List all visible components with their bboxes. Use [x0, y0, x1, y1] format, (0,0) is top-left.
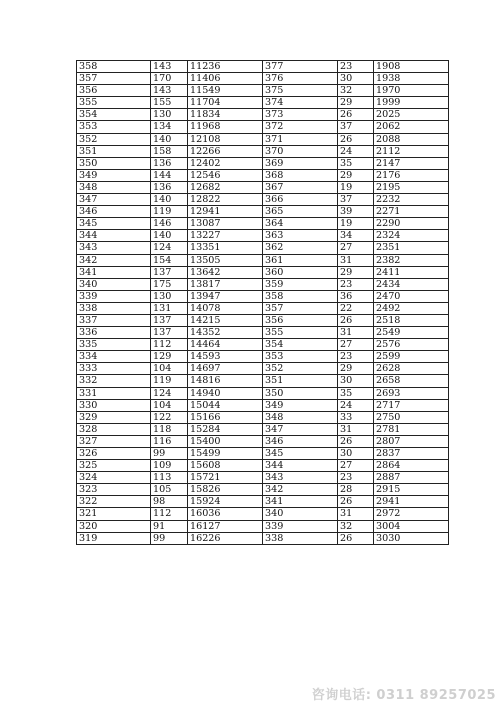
table-cell: 140 — [151, 194, 188, 206]
table-cell: 2518 — [374, 314, 449, 326]
table-cell: 325 — [77, 460, 151, 472]
table-cell: 2658 — [374, 375, 449, 387]
table-cell: 39 — [338, 206, 374, 218]
table-cell: 364 — [263, 218, 338, 230]
table-cell: 30 — [338, 448, 374, 460]
table-cell: 344 — [263, 460, 338, 472]
table-row — [77, 472, 449, 484]
table-cell: 130 — [151, 109, 188, 121]
table-row — [77, 520, 449, 532]
table-cell: 30 — [338, 73, 374, 85]
score-distribution-table — [76, 60, 449, 545]
table-cell: 2112 — [374, 145, 449, 157]
table-cell: 338 — [263, 532, 338, 544]
table-cell: 2176 — [374, 169, 449, 181]
table-cell: 98 — [151, 496, 188, 508]
table-row — [77, 194, 449, 206]
table-cell: 15499 — [188, 448, 263, 460]
table-cell: 346 — [77, 206, 151, 218]
table-cell: 359 — [263, 278, 338, 290]
table-cell: 136 — [151, 157, 188, 169]
table-cell: 13351 — [188, 242, 263, 254]
table-cell: 122 — [151, 411, 188, 423]
table-cell: 12941 — [188, 206, 263, 218]
table-cell: 14078 — [188, 302, 263, 314]
table-cell: 2972 — [374, 508, 449, 520]
table-cell: 143 — [151, 85, 188, 97]
table-row — [77, 121, 449, 133]
table-cell: 119 — [151, 206, 188, 218]
table-body — [77, 61, 449, 545]
table-cell: 319 — [77, 532, 151, 544]
table-cell: 30 — [338, 375, 374, 387]
table-cell: 116 — [151, 435, 188, 447]
table-cell: 2470 — [374, 290, 449, 302]
table-cell: 34 — [338, 230, 374, 242]
table-cell: 355 — [77, 97, 151, 109]
table-cell: 24 — [338, 399, 374, 411]
table-cell: 352 — [77, 133, 151, 145]
table-cell: 324 — [77, 472, 151, 484]
table-cell: 1999 — [374, 97, 449, 109]
table-cell: 326 — [77, 448, 151, 460]
table-cell: 320 — [77, 520, 151, 532]
table-cell: 37 — [338, 194, 374, 206]
table-cell: 358 — [263, 290, 338, 302]
table-cell: 99 — [151, 448, 188, 460]
table-cell: 353 — [77, 121, 151, 133]
table-cell: 99 — [151, 532, 188, 544]
table-cell: 362 — [263, 242, 338, 254]
table-cell: 104 — [151, 363, 188, 375]
table-row — [77, 302, 449, 314]
table-cell: 118 — [151, 423, 188, 435]
table-cell: 348 — [263, 411, 338, 423]
table-cell: 2088 — [374, 133, 449, 145]
table-cell: 372 — [263, 121, 338, 133]
table-cell: 2324 — [374, 230, 449, 242]
table-cell: 361 — [263, 254, 338, 266]
table-cell: 2693 — [374, 387, 449, 399]
table-cell: 31 — [338, 254, 374, 266]
table-cell: 37 — [338, 121, 374, 133]
table-cell: 13087 — [188, 218, 263, 230]
table-cell: 14816 — [188, 375, 263, 387]
table-cell: 143 — [151, 61, 188, 73]
table-cell: 12682 — [188, 181, 263, 193]
table-cell: 363 — [263, 230, 338, 242]
table-cell: 330 — [77, 399, 151, 411]
table-cell: 13947 — [188, 290, 263, 302]
table-cell: 170 — [151, 73, 188, 85]
table-cell: 340 — [263, 508, 338, 520]
table-cell: 327 — [77, 435, 151, 447]
table-cell: 27 — [338, 339, 374, 351]
table-cell: 329 — [77, 411, 151, 423]
table-cell: 355 — [263, 327, 338, 339]
table-cell: 345 — [263, 448, 338, 460]
table-cell: 1938 — [374, 73, 449, 85]
table-cell: 2576 — [374, 339, 449, 351]
table-cell: 2492 — [374, 302, 449, 314]
table-cell: 15400 — [188, 435, 263, 447]
table-cell: 367 — [263, 181, 338, 193]
table-cell: 323 — [77, 484, 151, 496]
table-cell: 129 — [151, 351, 188, 363]
table-cell: 369 — [263, 157, 338, 169]
table-row — [77, 508, 449, 520]
table-cell: 370 — [263, 145, 338, 157]
table-cell: 2837 — [374, 448, 449, 460]
table-cell: 3030 — [374, 532, 449, 544]
table-cell: 2915 — [374, 484, 449, 496]
table-cell: 2351 — [374, 242, 449, 254]
table-row — [77, 109, 449, 121]
table-cell: 11236 — [188, 61, 263, 73]
table-cell: 113 — [151, 472, 188, 484]
table-cell: 16036 — [188, 508, 263, 520]
table-cell: 28 — [338, 484, 374, 496]
table-cell: 105 — [151, 484, 188, 496]
table-cell: 339 — [77, 290, 151, 302]
table-row — [77, 532, 449, 544]
table-cell: 31 — [338, 423, 374, 435]
table-cell: 12108 — [188, 133, 263, 145]
table-cell: 14697 — [188, 363, 263, 375]
table-row — [77, 278, 449, 290]
table-cell: 342 — [263, 484, 338, 496]
table-cell: 14940 — [188, 387, 263, 399]
table-cell: 36 — [338, 290, 374, 302]
table-cell: 345 — [77, 218, 151, 230]
table-cell: 14593 — [188, 351, 263, 363]
table-cell: 2290 — [374, 218, 449, 230]
table-cell: 340 — [77, 278, 151, 290]
table-cell: 349 — [263, 399, 338, 411]
table-cell: 140 — [151, 230, 188, 242]
table-cell: 27 — [338, 460, 374, 472]
table-cell: 365 — [263, 206, 338, 218]
table-cell: 354 — [263, 339, 338, 351]
table-cell: 3004 — [374, 520, 449, 532]
table-cell: 23 — [338, 472, 374, 484]
table-cell: 15826 — [188, 484, 263, 496]
table-cell: 351 — [263, 375, 338, 387]
table-cell: 15924 — [188, 496, 263, 508]
table-cell: 2717 — [374, 399, 449, 411]
table-row — [77, 448, 449, 460]
table-cell: 373 — [263, 109, 338, 121]
table-cell: 351 — [77, 145, 151, 157]
table-row — [77, 206, 449, 218]
table-cell: 12822 — [188, 194, 263, 206]
table-cell: 15284 — [188, 423, 263, 435]
table-cell: 322 — [77, 496, 151, 508]
table-cell: 375 — [263, 85, 338, 97]
table-cell: 137 — [151, 266, 188, 278]
table-cell: 26 — [338, 314, 374, 326]
table-row — [77, 387, 449, 399]
table-cell: 14352 — [188, 327, 263, 339]
table-cell: 1970 — [374, 85, 449, 97]
table-cell: 377 — [263, 61, 338, 73]
table-row — [77, 435, 449, 447]
table-cell: 2864 — [374, 460, 449, 472]
table-cell: 331 — [77, 387, 151, 399]
table-cell: 352 — [263, 363, 338, 375]
table-cell: 154 — [151, 254, 188, 266]
table-cell: 2781 — [374, 423, 449, 435]
table-cell: 2887 — [374, 472, 449, 484]
table-cell: 29 — [338, 266, 374, 278]
table-cell: 341 — [77, 266, 151, 278]
table-cell: 119 — [151, 375, 188, 387]
table-cell: 321 — [77, 508, 151, 520]
table-cell: 1908 — [374, 61, 449, 73]
table-row — [77, 169, 449, 181]
table-cell: 2411 — [374, 266, 449, 278]
table-cell: 19 — [338, 218, 374, 230]
table-row — [77, 133, 449, 145]
table-cell: 19 — [338, 181, 374, 193]
table-cell: 343 — [77, 242, 151, 254]
table-cell: 31 — [338, 508, 374, 520]
table-cell: 339 — [263, 520, 338, 532]
table-row — [77, 411, 449, 423]
table-cell: 357 — [77, 73, 151, 85]
table-cell: 35 — [338, 387, 374, 399]
table-row — [77, 97, 449, 109]
table-cell: 15044 — [188, 399, 263, 411]
table-row — [77, 230, 449, 242]
table-cell: 374 — [263, 97, 338, 109]
table-cell: 137 — [151, 314, 188, 326]
table-row — [77, 266, 449, 278]
table-cell: 13642 — [188, 266, 263, 278]
table-cell: 16127 — [188, 520, 263, 532]
table-row — [77, 61, 449, 73]
table-row — [77, 85, 449, 97]
table-row — [77, 339, 449, 351]
table-cell: 333 — [77, 363, 151, 375]
table-row — [77, 290, 449, 302]
table-cell: 109 — [151, 460, 188, 472]
table-cell: 2807 — [374, 435, 449, 447]
table-cell: 358 — [77, 61, 151, 73]
table-cell: 11406 — [188, 73, 263, 85]
table-cell: 146 — [151, 218, 188, 230]
table-cell: 354 — [77, 109, 151, 121]
table-cell: 344 — [77, 230, 151, 242]
table-cell: 2025 — [374, 109, 449, 121]
contact-phone-watermark: 咨询电话: 0311 89257025 — [311, 688, 496, 703]
table-row — [77, 254, 449, 266]
table-row — [77, 181, 449, 193]
table-row — [77, 218, 449, 230]
table-cell: 14215 — [188, 314, 263, 326]
table-cell: 29 — [338, 97, 374, 109]
table-cell: 33 — [338, 411, 374, 423]
table-row — [77, 314, 449, 326]
table-cell: 124 — [151, 242, 188, 254]
table-cell: 332 — [77, 375, 151, 387]
table-cell: 356 — [77, 85, 151, 97]
table-cell: 2232 — [374, 194, 449, 206]
table-cell: 15721 — [188, 472, 263, 484]
table-cell: 131 — [151, 302, 188, 314]
table-row — [77, 363, 449, 375]
table-row — [77, 423, 449, 435]
table-cell: 371 — [263, 133, 338, 145]
table-cell: 32 — [338, 85, 374, 97]
table-cell: 29 — [338, 363, 374, 375]
table-row — [77, 73, 449, 85]
table-cell: 32 — [338, 520, 374, 532]
table-cell: 15608 — [188, 460, 263, 472]
table-cell: 2941 — [374, 496, 449, 508]
table-cell: 22 — [338, 302, 374, 314]
table-row — [77, 242, 449, 254]
table-cell: 104 — [151, 399, 188, 411]
table-cell: 112 — [151, 508, 188, 520]
table-cell: 335 — [77, 339, 151, 351]
table-cell: 29 — [338, 169, 374, 181]
table-cell: 11968 — [188, 121, 263, 133]
table-cell: 91 — [151, 520, 188, 532]
table-cell: 341 — [263, 496, 338, 508]
table-cell: 2750 — [374, 411, 449, 423]
table-cell: 337 — [77, 314, 151, 326]
table-cell: 328 — [77, 423, 151, 435]
table-row — [77, 145, 449, 157]
table-cell: 11834 — [188, 109, 263, 121]
table-cell: 336 — [77, 327, 151, 339]
table-cell: 376 — [263, 73, 338, 85]
table-cell: 12402 — [188, 157, 263, 169]
table-cell: 334 — [77, 351, 151, 363]
table-cell: 11704 — [188, 97, 263, 109]
table-cell: 124 — [151, 387, 188, 399]
table-cell: 350 — [77, 157, 151, 169]
table-cell: 26 — [338, 109, 374, 121]
table-cell: 366 — [263, 194, 338, 206]
table-cell: 26 — [338, 496, 374, 508]
table-cell: 368 — [263, 169, 338, 181]
table-cell: 26 — [338, 435, 374, 447]
table-cell: 140 — [151, 133, 188, 145]
table-cell: 348 — [77, 181, 151, 193]
table-cell: 23 — [338, 61, 374, 73]
table-cell: 12266 — [188, 145, 263, 157]
table-cell: 27 — [338, 242, 374, 254]
table-row — [77, 484, 449, 496]
table-cell: 353 — [263, 351, 338, 363]
table-cell: 26 — [338, 133, 374, 145]
table-row — [77, 399, 449, 411]
table-cell: 2382 — [374, 254, 449, 266]
table-cell: 158 — [151, 145, 188, 157]
table-cell: 2062 — [374, 121, 449, 133]
table-cell: 16226 — [188, 532, 263, 544]
table-row — [77, 351, 449, 363]
table-cell: 11549 — [188, 85, 263, 97]
table-cell: 134 — [151, 121, 188, 133]
table-row — [77, 157, 449, 169]
table-cell: 356 — [263, 314, 338, 326]
table-cell: 15166 — [188, 411, 263, 423]
table-cell: 175 — [151, 278, 188, 290]
table-cell: 2271 — [374, 206, 449, 218]
table-row — [77, 496, 449, 508]
table-cell: 2195 — [374, 181, 449, 193]
table-cell: 2434 — [374, 278, 449, 290]
table-cell: 346 — [263, 435, 338, 447]
table-cell: 2147 — [374, 157, 449, 169]
table-cell: 23 — [338, 351, 374, 363]
table-cell: 2549 — [374, 327, 449, 339]
table-cell: 343 — [263, 472, 338, 484]
table-cell: 112 — [151, 339, 188, 351]
table-cell: 14464 — [188, 339, 263, 351]
table-cell: 35 — [338, 157, 374, 169]
table-cell: 12546 — [188, 169, 263, 181]
table-cell: 24 — [338, 145, 374, 157]
table-cell: 13817 — [188, 278, 263, 290]
table-cell: 357 — [263, 302, 338, 314]
table-cell: 2628 — [374, 363, 449, 375]
table-cell: 136 — [151, 181, 188, 193]
table-cell: 144 — [151, 169, 188, 181]
table-cell: 26 — [338, 532, 374, 544]
table-cell: 13227 — [188, 230, 263, 242]
table-row — [77, 375, 449, 387]
table-cell: 31 — [338, 327, 374, 339]
table-cell: 349 — [77, 169, 151, 181]
table-row — [77, 327, 449, 339]
table-cell: 137 — [151, 327, 188, 339]
table-cell: 338 — [77, 302, 151, 314]
table-cell: 23 — [338, 278, 374, 290]
table-cell: 350 — [263, 387, 338, 399]
table-row — [77, 460, 449, 472]
table-cell: 130 — [151, 290, 188, 302]
table-cell: 13505 — [188, 254, 263, 266]
table-cell: 360 — [263, 266, 338, 278]
table-cell: 342 — [77, 254, 151, 266]
table-cell: 347 — [263, 423, 338, 435]
table-cell: 155 — [151, 97, 188, 109]
table-cell: 347 — [77, 194, 151, 206]
table-cell: 2599 — [374, 351, 449, 363]
